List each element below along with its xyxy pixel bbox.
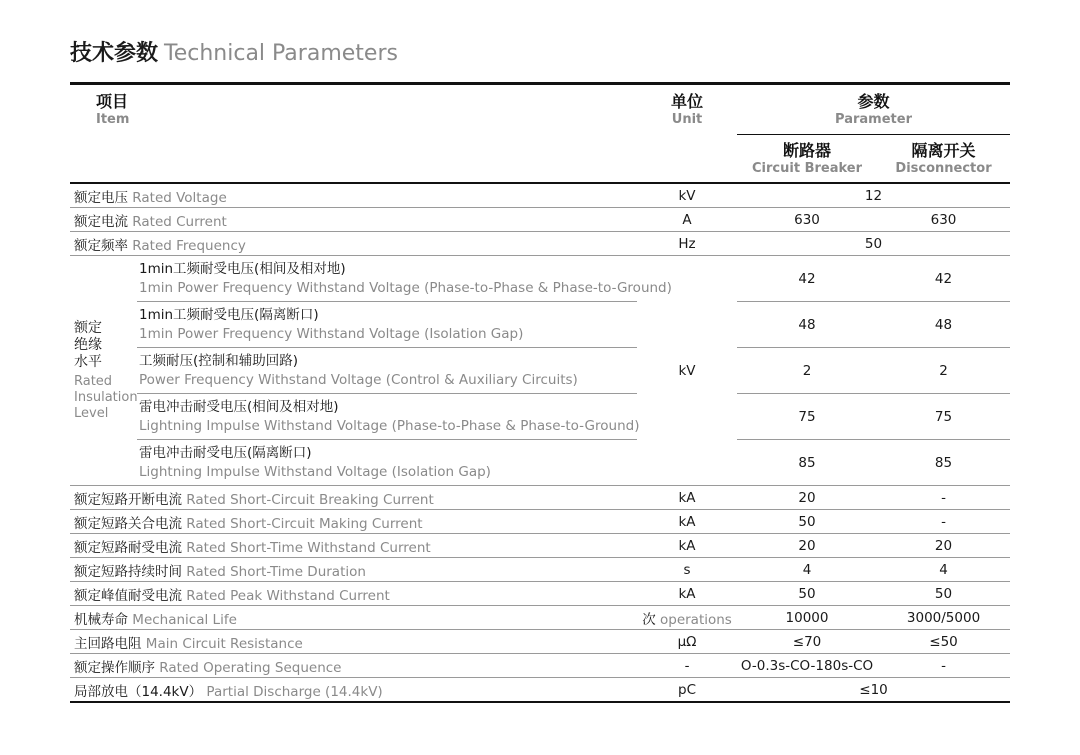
title-en: Technical Parameters — [164, 41, 398, 66]
insulation-row — [70, 394, 1010, 440]
unit: kA — [637, 510, 737, 534]
value-disconnector: 85 — [877, 440, 1010, 486]
insulation-row — [70, 440, 1010, 486]
unit: μΩ — [637, 630, 737, 654]
value-circuit-breaker: O-0.3s-CO-180s-CO — [737, 654, 877, 678]
value-disconnector: 2 — [877, 348, 1010, 394]
top-rule — [70, 82, 1010, 85]
insulation-unit: kV — [637, 256, 737, 486]
value-circuit-breaker: 20 — [737, 534, 877, 558]
value-circuit-breaker: 42 — [737, 256, 877, 302]
table-row — [70, 510, 1010, 534]
item-label: 额定短路持续时间 Rated Short-Time Duration — [70, 558, 637, 582]
unit: 次 operations — [637, 606, 737, 630]
header-item: 项目 Item — [96, 92, 130, 127]
unit: pC — [637, 678, 737, 703]
unit: kV — [637, 183, 737, 208]
table-row — [70, 678, 1010, 703]
header-disconnector: 隔离开关 Disconnector — [877, 134, 1010, 183]
table-row — [70, 208, 1010, 232]
page-title — [70, 36, 398, 67]
item-label: 机械寿命 Mechanical Life — [70, 606, 637, 630]
item-label: 局部放电（14.4kV） Partial Discharge (14.4kV) — [70, 678, 637, 703]
unit: kA — [637, 534, 737, 558]
value-disconnector: 48 — [877, 302, 1010, 348]
unit: Hz — [637, 232, 737, 256]
value-circuit-breaker: 48 — [737, 302, 877, 348]
title-cn: 技术参数 — [70, 41, 159, 66]
table-row — [70, 654, 1010, 678]
unit: s — [637, 558, 737, 582]
item-label: 额定频率 Rated Frequency — [70, 232, 637, 256]
table-row — [70, 606, 1010, 630]
value-disconnector: ≤50 — [877, 630, 1010, 654]
value-circuit-breaker: 4 — [737, 558, 877, 582]
value-disconnector: 50 — [877, 582, 1010, 606]
header-circuit-breaker: 断路器 Circuit Breaker — [737, 134, 877, 183]
value-disconnector: 4 — [877, 558, 1010, 582]
insulation-row — [70, 256, 1010, 302]
table-row — [70, 232, 1010, 256]
item-label: 额定峰值耐受电流 Rated Peak Withstand Current — [70, 582, 637, 606]
header-unit: 单位 Unit — [671, 92, 704, 127]
item-label: 额定短路开断电流 Rated Short-Circuit Breaking Current — [70, 486, 637, 510]
value-disconnector: - — [877, 654, 1010, 678]
item-label: 额定电压 Rated Voltage — [70, 183, 637, 208]
value-circuit-breaker: 75 — [737, 394, 877, 440]
item-label: 主回路电阻 Main Circuit Resistance — [70, 630, 637, 654]
value-circuit-breaker: ≤70 — [737, 630, 877, 654]
value-circuit-breaker: 10000 — [737, 606, 877, 630]
parameters-table — [70, 86, 1010, 703]
value-disconnector: 3000/5000 — [877, 606, 1010, 630]
value-disconnector: - — [877, 510, 1010, 534]
insulation-group-label: 额定 绝缘 水平 Rated Insulation Level — [70, 256, 137, 486]
insulation-item-label: 雷电冲击耐受电压(相间及相对地) Lightning Impulse Withstand Voltage (Phase-to-Phase & Phase-to-Ground) — [137, 394, 637, 440]
value-circuit-breaker: 50 — [737, 582, 877, 606]
unit: kA — [637, 486, 737, 510]
unit: A — [637, 208, 737, 232]
value-disconnector: 75 — [877, 394, 1010, 440]
table-row — [70, 558, 1010, 582]
value-disconnector: 20 — [877, 534, 1010, 558]
value-disconnector: 42 — [877, 256, 1010, 302]
insulation-item-label: 工频耐压(控制和辅助回路) Power Frequency Withstand Voltage (Control & Auxiliary Circuits) — [137, 348, 637, 394]
header-parameter: 参数 Parameter — [737, 86, 1010, 134]
table-row — [70, 534, 1010, 558]
item-label: 额定操作顺序 Rated Operating Sequence — [70, 654, 637, 678]
value-circuit-breaker: 2 — [737, 348, 877, 394]
insulation-item-label: 1min工频耐受电压(相间及相对地) 1min Power Frequency Withstand Voltage (Phase-to-Phase & Phase-to-Ground) — [137, 256, 637, 302]
value-merged: 50 — [737, 232, 1010, 256]
value-circuit-breaker: 630 — [737, 208, 877, 232]
value-disconnector: 630 — [877, 208, 1010, 232]
table-row — [70, 582, 1010, 606]
value-merged: 12 — [737, 183, 1010, 208]
unit: kA — [637, 582, 737, 606]
table-row — [70, 486, 1010, 510]
table-row — [70, 183, 1010, 208]
table-row — [70, 630, 1010, 654]
insulation-row — [70, 348, 1010, 394]
insulation-row — [70, 302, 1010, 348]
value-disconnector: - — [877, 486, 1010, 510]
item-label: 额定短路耐受电流 Rated Short-Time Withstand Current — [70, 534, 637, 558]
item-label: 额定短路关合电流 Rated Short-Circuit Making Current — [70, 510, 637, 534]
insulation-item-label: 雷电冲击耐受电压(隔离断口) Lightning Impulse Withstand Voltage (Isolation Gap) — [137, 440, 637, 486]
value-circuit-breaker: 20 — [737, 486, 877, 510]
item-label: 额定电流 Rated Current — [70, 208, 637, 232]
value-merged: ≤10 — [737, 678, 1010, 703]
value-circuit-breaker: 85 — [737, 440, 877, 486]
value-circuit-breaker: 50 — [737, 510, 877, 534]
unit: - — [637, 654, 737, 678]
insulation-item-label: 1min工频耐受电压(隔离断口) 1min Power Frequency Withstand Voltage (Isolation Gap) — [137, 302, 637, 348]
